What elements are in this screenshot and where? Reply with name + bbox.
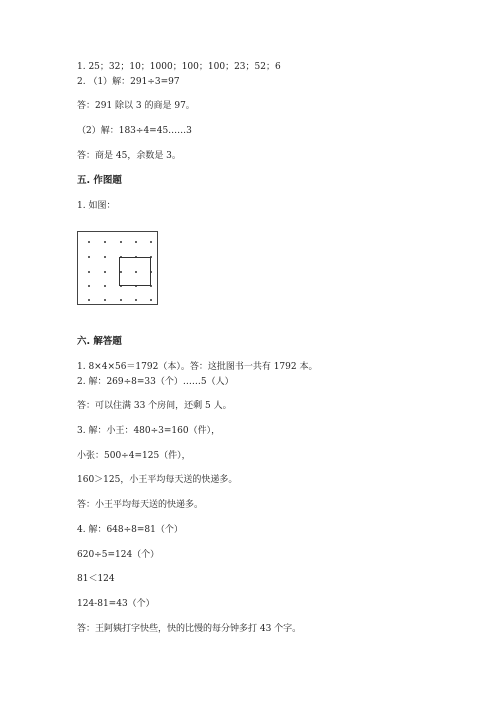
section-5-title: 五. 作图题 — [77, 175, 122, 186]
answer-line-2: 2. （1）解：291÷3=97 — [77, 77, 180, 87]
answer-line-1: 1. 25；32；10；1000；100；100；23；52；6 — [77, 62, 281, 72]
grid-dot — [88, 299, 90, 301]
grid-dot — [135, 285, 137, 287]
s6-line-8: 4. 解：648÷8=81（个） — [77, 525, 183, 535]
grid-dot — [120, 271, 122, 273]
grid-dot — [120, 256, 122, 258]
grid-dot — [150, 241, 152, 243]
grid-dot — [104, 299, 106, 301]
s6-line-9: 620÷5=124（个） — [77, 550, 160, 560]
grid-dot — [88, 241, 90, 243]
grid-dot — [150, 299, 152, 301]
s6-line-5: 小张：500÷4=125（件）， — [77, 451, 191, 461]
grid-dot — [150, 256, 152, 258]
grid-dot — [120, 299, 122, 301]
grid-dot — [88, 271, 90, 273]
grid-dot — [150, 285, 152, 287]
grid-dot — [135, 256, 137, 258]
grid-dot — [88, 285, 90, 287]
s6-line-7: 答：小王平均每天送的快递多。 — [77, 500, 204, 510]
section-6-title: 六. 解答题 — [77, 336, 122, 347]
grid-dot — [150, 271, 152, 273]
grid-dot — [135, 241, 137, 243]
s6-line-10: 81＜124 — [77, 574, 115, 584]
grid-dot — [135, 299, 137, 301]
s6-line-6: 160＞125，小王平均每天送的快递多。 — [77, 475, 238, 485]
grid-dot — [104, 256, 106, 258]
grid-dot — [88, 256, 90, 258]
s6-line-3: 答：可以住满 33 个房间，还剩 5 人。 — [77, 401, 232, 411]
grid-dot — [104, 285, 106, 287]
section-5-item-1: 1. 如图： — [77, 201, 116, 211]
dot-grid-figure — [77, 231, 158, 305]
grid-dot — [104, 241, 106, 243]
grid-dot — [104, 271, 106, 273]
s6-line-11: 124-81=43（个） — [77, 599, 155, 609]
answer-line-5: 答：商是 45，余数是 3。 — [77, 151, 181, 161]
answer-line-4: （2）解：183÷4=45……3 — [77, 126, 192, 136]
grid-dot — [120, 241, 122, 243]
grid-dot — [135, 271, 137, 273]
s6-line-4: 3. 解：小王：480÷3=160（件）， — [77, 426, 221, 436]
s6-line-12: 答：王阿姨打字快些，快的比慢的每分钟多打 43 个字。 — [77, 624, 302, 634]
grid-dot — [120, 285, 122, 287]
answer-line-3: 答：291 除以 3 的商是 97。 — [77, 101, 195, 111]
s6-line-1: 1. 8×4×56＝1792（本）。答：这批图书一共有 1792 本。 — [77, 362, 318, 372]
s6-line-2: 2. 解：269÷8=33（个）……5（人） — [77, 377, 234, 387]
